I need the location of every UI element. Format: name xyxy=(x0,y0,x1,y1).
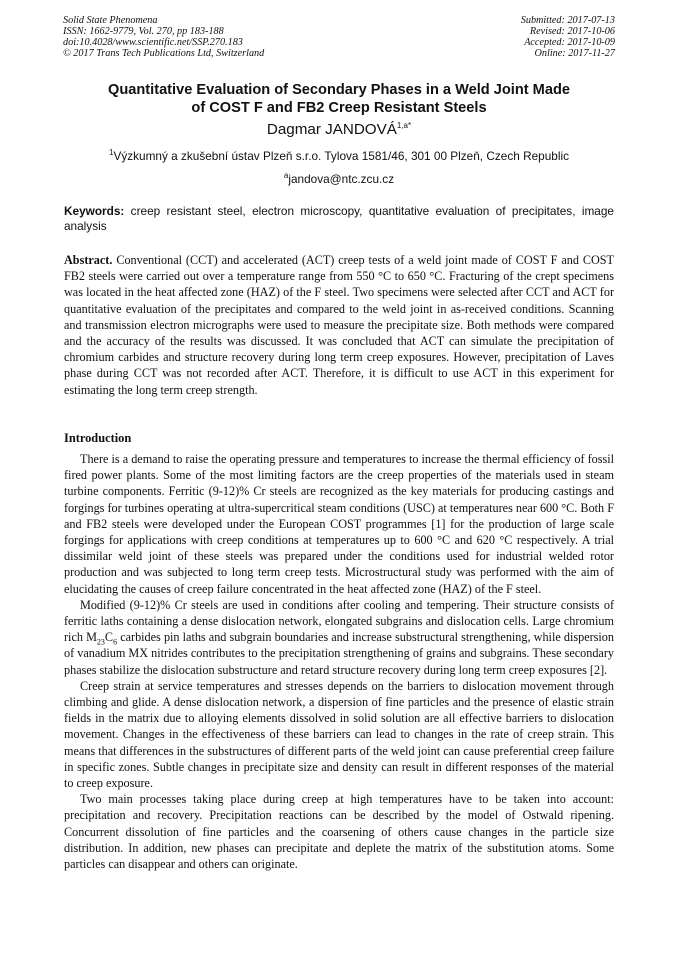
affiliation-text: Výzkumný a zkušební ústav Plzeň s.r.o. Tylova 1581/46, 301 00 Plzeň, Czech Republic xyxy=(113,149,569,163)
email-line xyxy=(60,172,618,186)
paragraph-4: Two main processes taking place during creep at high temperatures have to be taken into account: precipitation and recovery. Precipitation reactions can be described by the model of Ostwald ripening. Concurrent dissolution of fine particles and the coarsening of others cause changes in the particle size distribution. In addition, new phases can precipitate and deplete the matrix of the substitution atoms. Some particles can disappear and others can originate. xyxy=(64,792,614,872)
title-line-2: of COST F and FB2 Creep Resistant Steels xyxy=(191,99,487,116)
author-superscript: 1,a* xyxy=(396,120,412,130)
journal-doi: doi:10.4028/www.scientific.net/SSP.270.183 xyxy=(63,37,243,49)
paragraph-1: There is a demand to raise the operating pressure and temperatures to increase the thermal efficiency of fossil fired power plants. Some of the most limiting factors are the creep properties of the materials used in steam turbine components. Ferritic (9-12)% Cr steels are recognized as the key materials for producing castings and forgings for turbines operating at ultra-supercritical steam conditions (USC) at temperatures near 600 °C. Both F and FB2 steels were developed under the European COST programmes [1] for the production of large scale forgings for applications with creep conditions at temperatures up to 600 °C and 620 °C respectively. A trial dissimilar weld joint of these steels was prepared under the conditions used for industrial welded rotor production and was subjected to long term creep tests. Microstructural study was performed with the aim of elucidating the causes of creep failure concentrated in the heat affected zone (HAZ) of the F steel. xyxy=(64,452,614,596)
abstract-block xyxy=(64,252,614,398)
paragraph-2-part-3: carbides pin laths and subgrain boundaries and increase substructural strengthening, while dispersion of vanadium MX nitrides contributes to the precipitation strengthening of grains and subgrains. These secondary phases stabilize the dislocation substructure and retard structure recovery during long term creep exposures [2]. xyxy=(64,630,614,677)
paragraph-3: Creep strain at service temperatures and stresses depends on the barriers to dislocation movement through climbing and glide. A dense dislocation network, a dispersion of fine particles and the presence of elastic strain fields in the matrix due to alloying elements dissolved in solid solution are all effective barriers to dislocation movement. Changes in the effectiveness of these barriers can lead to changes in the rate of creep strain. This means that differences in the substructures of different parts of the weld joint can cause preferential creep failure in specific zones. Subtle changes in precipitate size and density can result in different responses of the material to creep exposure. xyxy=(64,678,614,791)
subscript-6: 6 xyxy=(113,637,118,647)
paragraph-2 xyxy=(64,597,614,678)
subscript-23: 23 xyxy=(96,637,105,647)
author-line xyxy=(60,121,618,139)
abstract-label: Abstract. xyxy=(64,253,113,267)
keywords-text: creep resistant steel, electron microscopy, quantitative evaluation of precipitates, image analysis xyxy=(64,204,614,233)
affiliation-superscript: 1 xyxy=(109,148,114,158)
journal-issn: ISSN: 1662-9779, Vol. 270, pp 183-188 xyxy=(63,26,224,38)
email-superscript: a xyxy=(283,171,289,181)
journal-copyright: © 2017 Trans Tech Publications Ltd, Switzerland xyxy=(63,48,265,60)
abstract-text: Conventional (CCT) and accelerated (ACT) creep tests of a weld joint made of COST F and COST FB2 steels were carried out over a temperature range from 550 °C to 650 °C. Fracturing of the crept specimens was located in the heat affected zone (HAZ) of the F steel. Two specimens were selected after CCT and ACT for quantitative evaluation of the precipitates and compared to the weld joint in as-received conditions. Scanning and transmission electron micrographs were used to measure the precipitate size. Both methods were compared and the accuracy of the results was discussed. It was concluded that ACT can simulate the precipitation of chromium carbides and structure recovery during long term creep exposures. However, precipitation of Laves phase during CCT was not recorded after ACT. Therefore, it is difficult to use ACT in this experiment for estimating the long term creep strength. xyxy=(64,253,614,397)
introduction-body xyxy=(64,451,614,872)
date-online: Online: 2017-11-27 xyxy=(534,48,615,60)
paragraph-2-part-1: Modified (9-12)% Cr steels are used in conditions after cooling and tempering. Their structure consists of ferritic laths containing a dense dislocation network, elongated subgrains and dislocation cells. Large chromium rich M xyxy=(64,597,614,645)
keywords-block xyxy=(64,204,614,233)
journal-name: Solid State Phenomena xyxy=(63,15,158,26)
keywords-label: Keywords: xyxy=(64,204,125,218)
journal-dates-right xyxy=(521,15,615,59)
date-submitted: Submitted: 2017-07-13 xyxy=(520,15,615,26)
date-revised: Revised: 2017-10-06 xyxy=(529,26,615,38)
affiliation-line xyxy=(60,149,618,163)
section-heading-introduction: Introduction xyxy=(64,431,132,445)
date-accepted: Accepted: 2017-10-09 xyxy=(524,37,615,49)
journal-info-left xyxy=(63,15,264,59)
author-name: Dagmar JANDOVÁ xyxy=(266,121,397,138)
title-line-1: Quantitative Evaluation of Secondary Phases in a Weld Joint Made xyxy=(108,82,570,98)
paragraph-2-part-2: C xyxy=(104,630,114,645)
email-address: jandova@ntc.zcu.cz xyxy=(288,172,395,186)
paper-title xyxy=(60,82,618,117)
